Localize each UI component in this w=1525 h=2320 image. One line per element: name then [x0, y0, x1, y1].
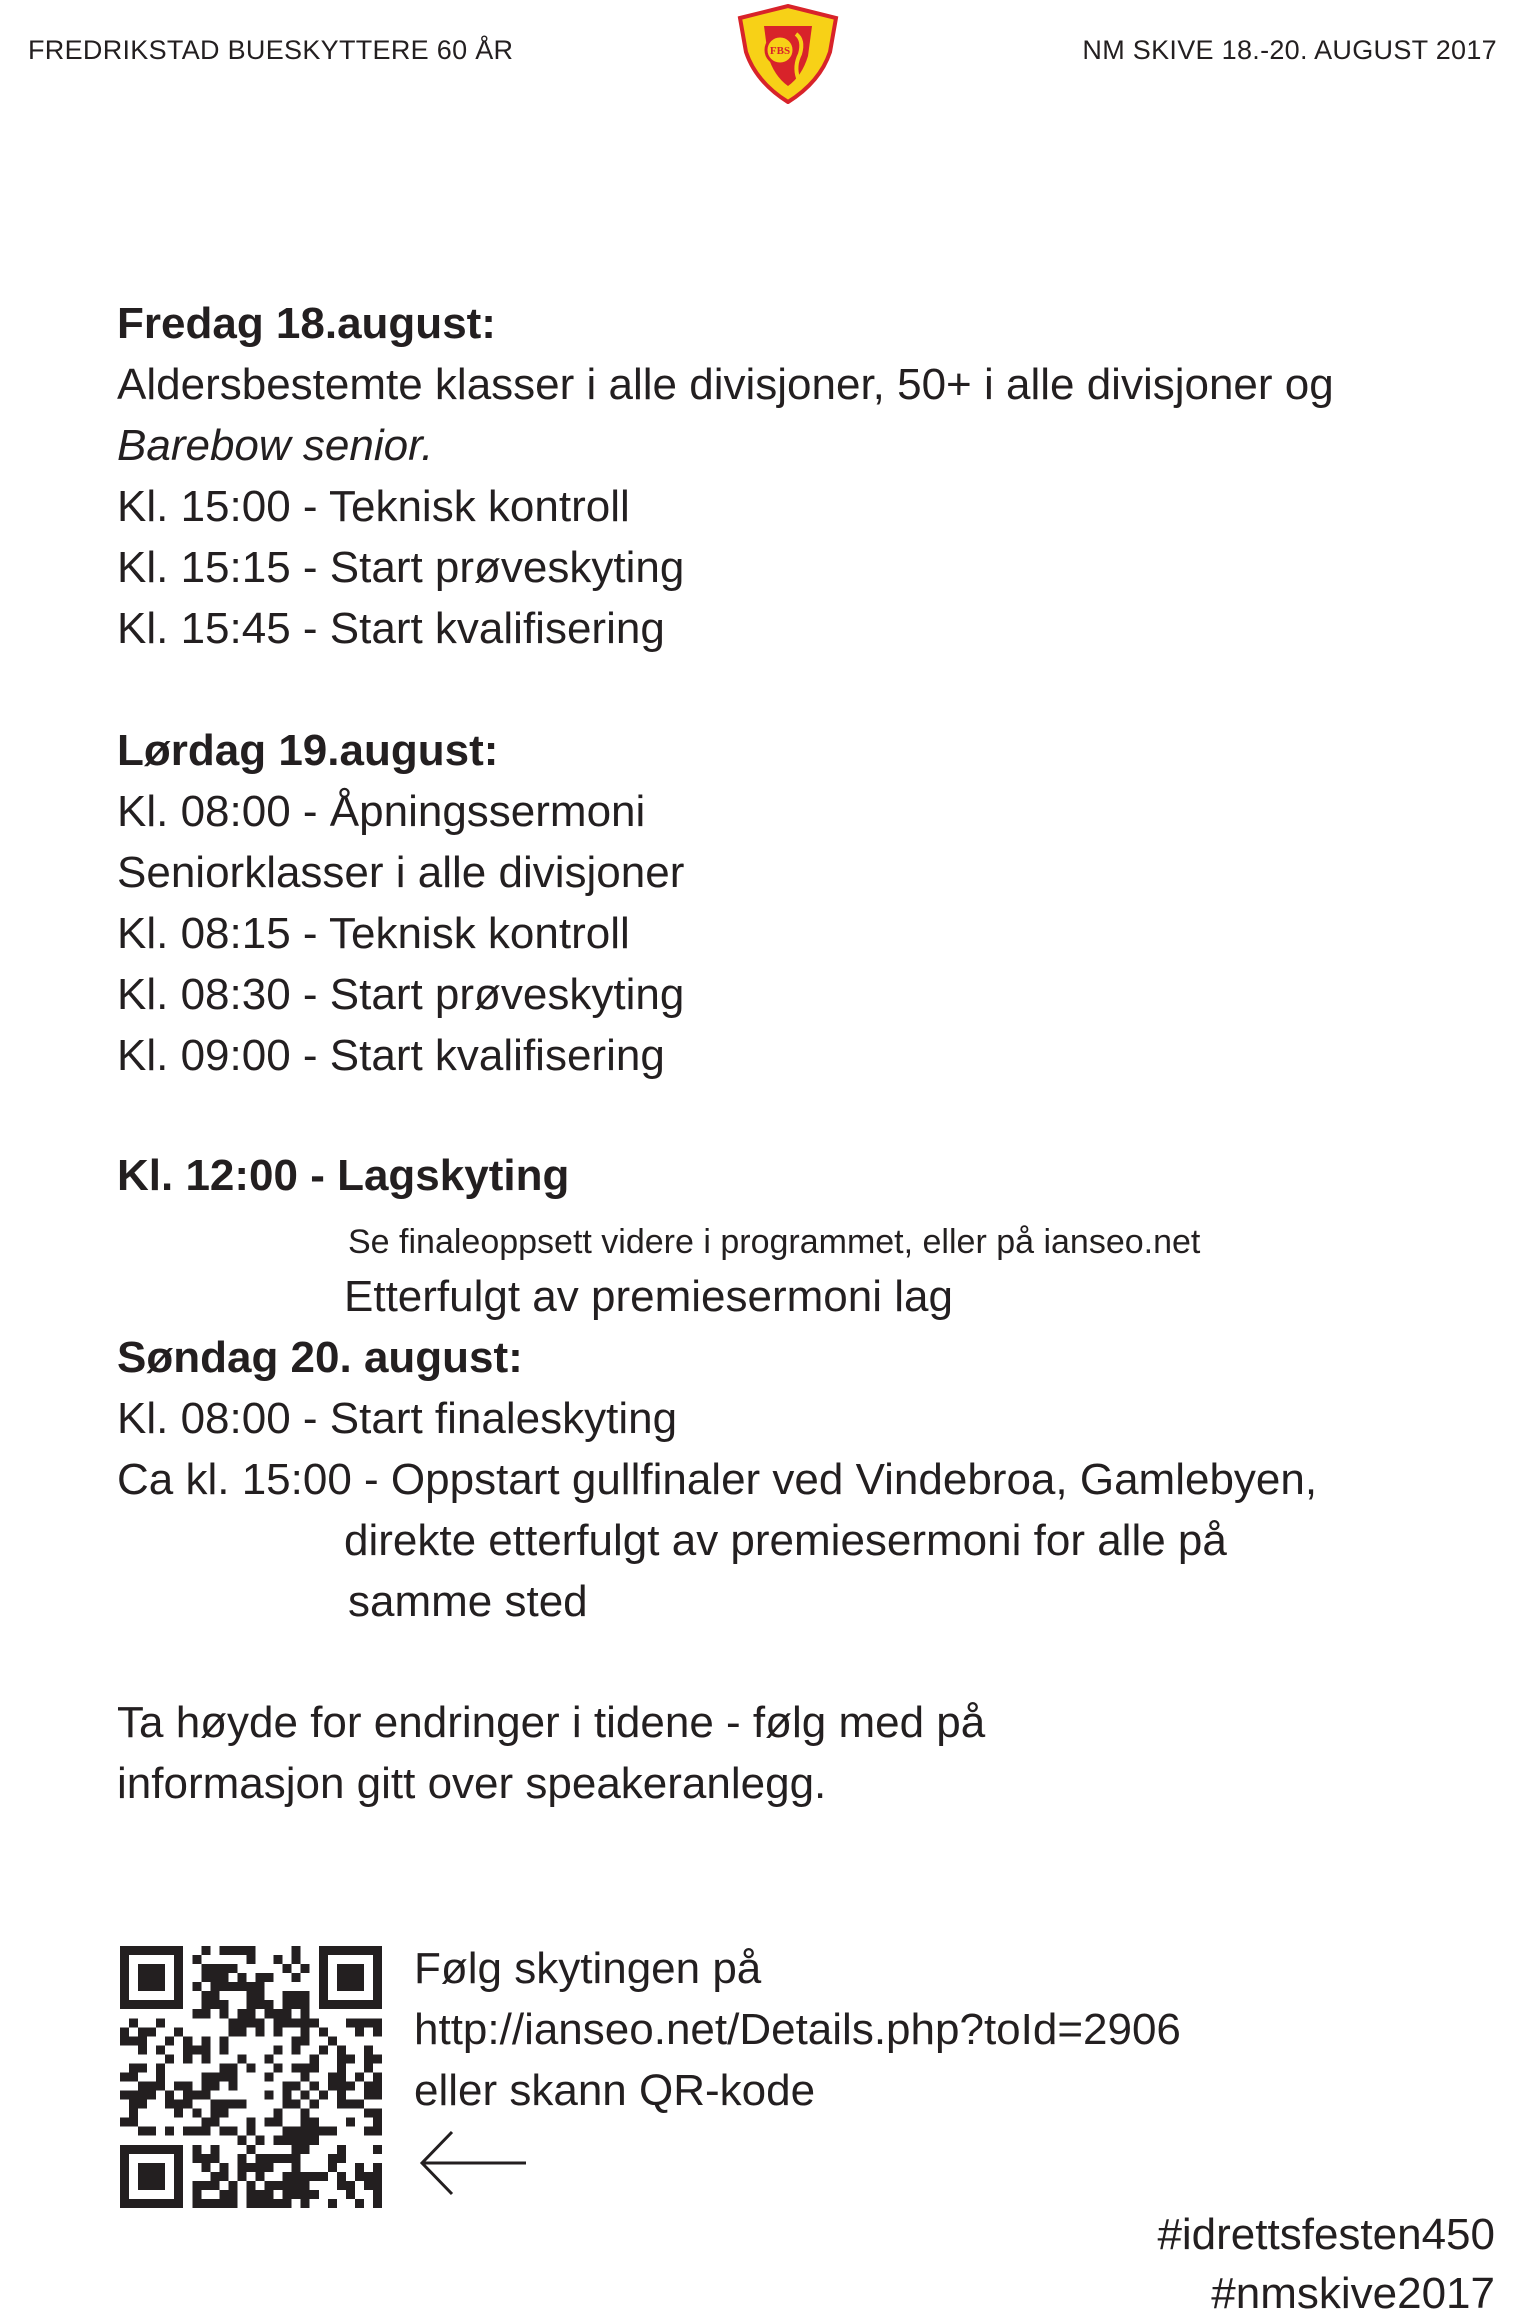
- saturday-item: Kl. 09:00 - Start kvalifisering: [117, 1031, 665, 1080]
- saturday-opening: Kl. 08:00 - Åpningssermoni: [117, 787, 646, 836]
- qr-code[interactable]: [120, 1946, 382, 2208]
- saturday-item: Kl. 08:30 - Start prøveskyting: [117, 970, 685, 1019]
- club-logo: [734, 4, 842, 104]
- notice-line: informasjon gitt over speakeranlegg.: [117, 1759, 827, 1808]
- logo-text: FBS: [769, 45, 791, 57]
- friday-classes-cont: Barebow senior.: [117, 421, 434, 470]
- saturday-classes: Seniorklasser i alle divisjoner: [117, 848, 685, 897]
- team-note: Se finaleoppsett videre i programmet, eller på ianseo.net: [348, 1223, 1201, 1261]
- team-followup: Etterfulgt av premiesermoni lag: [344, 1272, 953, 1321]
- friday-item: Kl. 15:00 - Teknisk kontroll: [117, 482, 630, 531]
- sunday-item-cont: direkte etterfulgt av premiesermoni for alle på: [344, 1516, 1227, 1565]
- header-right-title: NM SKIVE 18.-20. AUGUST 2017: [1082, 35, 1497, 65]
- sunday-item: Ca kl. 15:00 - Oppstart gullfinaler ved Vindebroa, Gamlebyen,: [117, 1455, 1318, 1504]
- friday-item: Kl. 15:15 - Start prøveskyting: [117, 543, 685, 592]
- sunday-item-cont: samme sted: [348, 1577, 588, 1626]
- follow-line: Følg skytingen på: [414, 1944, 762, 1993]
- notice-line: Ta høyde for endringer i tidene - følg med på: [117, 1698, 986, 1747]
- hashtag: #idrettsfesten450: [1157, 2210, 1495, 2259]
- sunday-title: Søndag 20. august:: [117, 1333, 523, 1382]
- header-left-title: FREDRIKSTAD BUESKYTTERE 60 ÅR: [28, 35, 514, 65]
- sunday-item: Kl. 08:00 - Start finaleskyting: [117, 1394, 678, 1443]
- friday-title: Fredag 18.august:: [117, 299, 496, 348]
- hashtag: #nmskive2017: [1211, 2269, 1495, 2318]
- arrow-left-icon: [416, 2128, 528, 2198]
- team-title: Kl. 12:00 - Lagskyting: [117, 1151, 570, 1200]
- follow-link[interactable]: http://ianseo.net/Details.php?toId=2906: [414, 2005, 1181, 2054]
- follow-line: eller skann QR-kode: [414, 2066, 816, 2115]
- friday-classes: Aldersbestemte klasser i alle divisjoner, 50+ i alle divisjoner og: [117, 360, 1334, 409]
- saturday-title: Lørdag 19.august:: [117, 726, 499, 775]
- friday-item: Kl. 15:45 - Start kvalifisering: [117, 604, 665, 653]
- saturday-item: Kl. 08:15 - Teknisk kontroll: [117, 909, 630, 958]
